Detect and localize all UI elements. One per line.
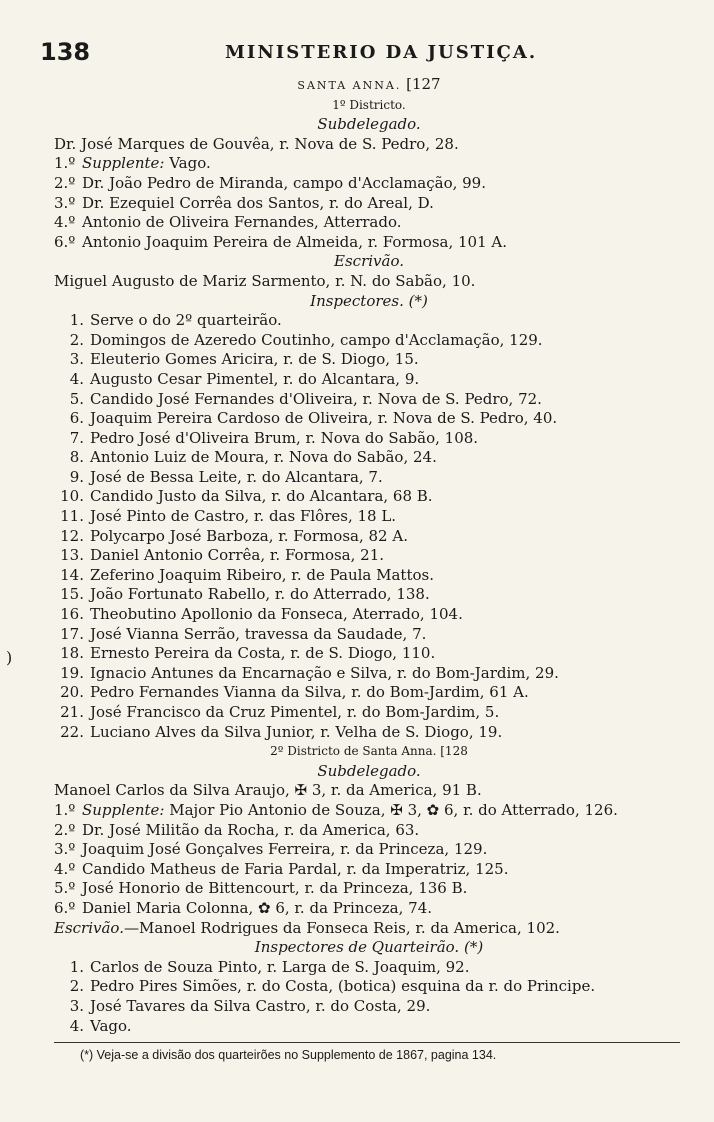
inspector-text: Daniel Antonio Corrêa, r. Formosa, 21.	[90, 546, 385, 565]
inspectores-2-list	[54, 958, 684, 1036]
supplentes-2-list	[54, 801, 684, 919]
supplente-text: Dr. João Pedro de Miranda, campo d'Acclamação, 99.	[82, 173, 486, 192]
parish-heading	[54, 75, 684, 96]
inspector-text: Ernesto Pereira da Costa, r. de S. Diogo, 110.	[90, 644, 436, 663]
supplente-number: 4.º	[54, 859, 76, 878]
supplente-number: 1.º	[54, 800, 76, 819]
inspector-number: 20.	[60, 683, 84, 702]
subdelegado-heading: Subdelegado.	[317, 115, 421, 134]
inspectores-heading: Inspectores. (*)	[310, 291, 428, 310]
inspector-row	[54, 350, 684, 370]
supplentes-list	[54, 154, 684, 252]
parish-ref: [127	[406, 75, 441, 93]
escrivao-2-entry	[54, 919, 684, 939]
inspector-text: Theobutino Apollonio da Fonseca, Aterrado, 104.	[90, 605, 463, 624]
inspector-text: Luciano Alves da Silva Junior, r. Velha de S. Diogo, 19.	[90, 722, 503, 741]
inspector-row	[54, 958, 684, 978]
inspector-number: 21.	[60, 703, 84, 721]
inspector-number: 14.	[60, 565, 84, 584]
supplente-text: Vago.	[169, 154, 211, 173]
inspector-row	[54, 370, 684, 390]
inspector-number: 13.	[60, 546, 84, 565]
inspector-number: 11.	[60, 507, 84, 526]
inspector-text: Carlos de Souza Pinto, r. Larga de S. Joaquim, 92.	[90, 957, 470, 976]
inspector-text: José Francisco da Cruz Pimentel, r. do Bom-Jardim, 5.	[90, 703, 500, 721]
subdelegado-2-heading: Subdelegado.	[317, 761, 421, 780]
supplente-number: 1.º	[54, 154, 76, 173]
parish-name: SANTA ANNA.	[297, 79, 402, 92]
supplente-text: Dr. José Militão da Rocha, r. da America, 63.	[82, 820, 420, 839]
inspector-number: 12.	[60, 526, 84, 545]
district-2-heading	[54, 742, 684, 762]
inspector-text: José Vianna Serrão, travessa da Saudade, 7.	[90, 624, 427, 643]
inspector-number: 10.	[60, 487, 84, 506]
inspector-row	[54, 409, 684, 429]
inspector-row	[54, 311, 684, 331]
subdelegado-entry: Dr. José Marques de Gouvêa, r. Nova de S. Pedro, 28.	[54, 134, 459, 153]
inspector-number: 4.	[69, 1016, 84, 1035]
supplente-text: Antonio de Oliveira Fernandes, Atterrado.	[82, 213, 402, 232]
supplente-row	[54, 899, 684, 919]
inspector-text: José Pinto de Castro, r. das Flôres, 18 L.	[90, 507, 397, 526]
supplente-row	[54, 879, 684, 899]
footnote-rule	[54, 1042, 680, 1043]
subdelegado-2-entry: Manoel Carlos da Silva Araujo, ✠ 3, r. da America, 91 B.	[54, 781, 482, 800]
inspector-number: 3.	[69, 350, 84, 369]
running-title: MINISTERIO DA JUSTIÇA.	[225, 42, 538, 63]
inspector-row	[54, 605, 684, 625]
inspector-row	[54, 507, 684, 527]
supplente-row	[54, 860, 684, 880]
supplente-row	[54, 194, 684, 214]
supplente-text: José Honorio de Bittencourt, r. da Princeza, 136 B.	[82, 879, 468, 898]
supplente-number: 4.º	[54, 213, 76, 232]
inspector-row	[54, 1017, 684, 1037]
footnote: (*) Veja-se a divisão dos quarteirões no Supplemento de 1867, pagina 134.	[80, 1048, 497, 1062]
inspector-number: 1.	[69, 957, 84, 976]
inspector-text: Vago.	[90, 1016, 132, 1035]
inspector-number: 2.	[69, 330, 84, 349]
supplente-text: Dr. Ezequiel Corrêa dos Santos, r. do Areal, D.	[82, 193, 434, 212]
inspector-row	[54, 390, 684, 410]
inspector-text: Eleuterio Gomes Aricira, r. de S. Diogo, 15.	[90, 350, 419, 369]
inspector-row	[54, 977, 684, 997]
inspector-number: 6.	[69, 409, 84, 428]
inspector-row	[54, 527, 684, 547]
supplente-number: 3.º	[54, 193, 76, 212]
supplente-label: Supplente:	[82, 154, 165, 173]
inspector-text: Pedro José d'Oliveira Brum, r. Nova do Sabão, 108.	[90, 428, 479, 447]
inspector-text: Pedro Pires Simões, r. do Costa, (botica) esquina da r. do Principe.	[90, 977, 596, 996]
inspector-row	[54, 429, 684, 449]
inspector-row	[54, 546, 684, 566]
district-2-name: 2º Districto de Santa Anna.	[270, 744, 437, 759]
inspector-row	[54, 625, 684, 645]
inspector-row	[54, 683, 684, 703]
inspector-text: Candido José Fernandes d'Oliveira, r. Nova de S. Pedro, 72.	[90, 389, 542, 408]
inspector-text: João Fortunato Rabello, r. do Atterrado, 138.	[90, 585, 430, 604]
document-body	[54, 75, 684, 1036]
inspector-text: José Tavares da Silva Castro, r. do Costa, 29.	[90, 996, 431, 1015]
supplente-number: 6.º	[54, 898, 76, 917]
supplente-row	[54, 233, 684, 253]
inspector-number: 9.	[69, 467, 84, 486]
inspector-number: 15.	[60, 585, 84, 604]
inspectores-2-heading: Inspectores de Quarteirão. (*)	[254, 938, 484, 957]
inspector-row	[54, 644, 684, 664]
supplente-text: Major Pio Antonio de Souza, ✠ 3, ✿ 6, r. do Atterrado, 126.	[169, 800, 618, 819]
supplente-row	[54, 154, 684, 174]
inspector-row	[54, 723, 684, 743]
supplente-text: Candido Matheus de Faria Pardal, r. da Imperatriz, 125.	[82, 859, 509, 878]
supplente-row	[54, 821, 684, 841]
inspector-number: 2.	[69, 977, 84, 996]
inspector-number: 3.	[69, 996, 84, 1015]
supplente-row	[54, 213, 684, 233]
inspector-row	[54, 487, 684, 507]
supplente-number: 3.º	[54, 840, 76, 859]
inspector-number: 18.	[60, 644, 84, 663]
supplente-number: 5.º	[54, 879, 76, 898]
inspector-text: Antonio Luiz de Moura, r. Nova do Sabão, 24.	[90, 448, 437, 467]
margin-mark: )	[6, 648, 13, 667]
page-header	[40, 38, 684, 68]
inspector-row	[54, 703, 684, 723]
supplente-row	[54, 801, 684, 821]
inspector-number: 1.	[69, 311, 84, 330]
inspector-text: Serve o do 2º quarteirão.	[90, 311, 282, 330]
inspector-text: Ignacio Antunes da Encarnação e Silva, r. do Bom-Jardim, 29.	[90, 663, 559, 682]
supplente-row	[54, 174, 684, 194]
inspector-text: Pedro Fernandes Vianna da Silva, r. do Bom-Jardim, 61 A.	[90, 683, 529, 702]
inspector-number: 19.	[60, 663, 84, 682]
supplente-text: Daniel Maria Colonna, ✿ 6, r. da Princeza, 74.	[82, 898, 433, 917]
escrivao-2-text: —Manoel Rodrigues da Fonseca Reis, r. da America, 102.	[123, 918, 560, 937]
inspector-row	[54, 468, 684, 488]
inspector-number: 16.	[60, 605, 84, 624]
inspectores-list	[54, 311, 684, 742]
supplente-number: 2.º	[54, 820, 76, 839]
inspector-text: Augusto Cesar Pimentel, r. do Alcantara, 9.	[90, 369, 420, 388]
supplente-number: 6.º	[54, 232, 76, 251]
escrivao-heading: Escrivão.	[334, 252, 404, 271]
inspector-text: José de Bessa Leite, r. do Alcantara, 7.	[90, 467, 383, 486]
supplente-number: 2.º	[54, 173, 76, 192]
district-2-ref: [128	[440, 744, 468, 759]
district-heading: 1º Districto.	[332, 97, 406, 112]
inspector-row	[54, 997, 684, 1017]
inspector-text: Polycarpo José Barboza, r. Formosa, 82 A.	[90, 526, 408, 545]
escrivao-2-label: Escrivão.	[54, 918, 124, 937]
supplente-text: Antonio Joaquim Pereira de Almeida, r. Formosa, 101 A.	[82, 232, 508, 251]
inspector-number: 5.	[69, 389, 84, 408]
inspector-text: Zeferino Joaquim Ribeiro, r. de Paula Mattos.	[90, 565, 434, 584]
page-number: 138	[40, 38, 91, 66]
supplente-label: Supplente:	[82, 800, 165, 819]
supplente-text: Joaquim José Gonçalves Ferreira, r. da Princeza, 129.	[82, 840, 488, 859]
inspector-number: 17.	[60, 624, 84, 643]
inspector-row	[54, 664, 684, 684]
inspector-number: 4.	[69, 369, 84, 388]
inspector-row	[54, 566, 684, 586]
inspector-number: 8.	[69, 448, 84, 467]
inspector-number: 22.	[60, 722, 84, 741]
inspector-text: Domingos de Azeredo Coutinho, campo d'Acclamação, 129.	[90, 330, 543, 349]
escrivao-entry: Miguel Augusto de Mariz Sarmento, r. N. do Sabão, 10.	[54, 271, 476, 290]
inspector-text: Joaquim Pereira Cardoso de Oliveira, r. Nova de S. Pedro, 40.	[90, 409, 558, 428]
inspector-text: Candido Justo da Silva, r. do Alcantara, 68 B.	[90, 487, 433, 506]
inspector-row	[54, 331, 684, 351]
inspector-number: 7.	[69, 428, 84, 447]
inspector-row	[54, 585, 684, 605]
inspector-row	[54, 448, 684, 468]
supplente-row	[54, 840, 684, 860]
